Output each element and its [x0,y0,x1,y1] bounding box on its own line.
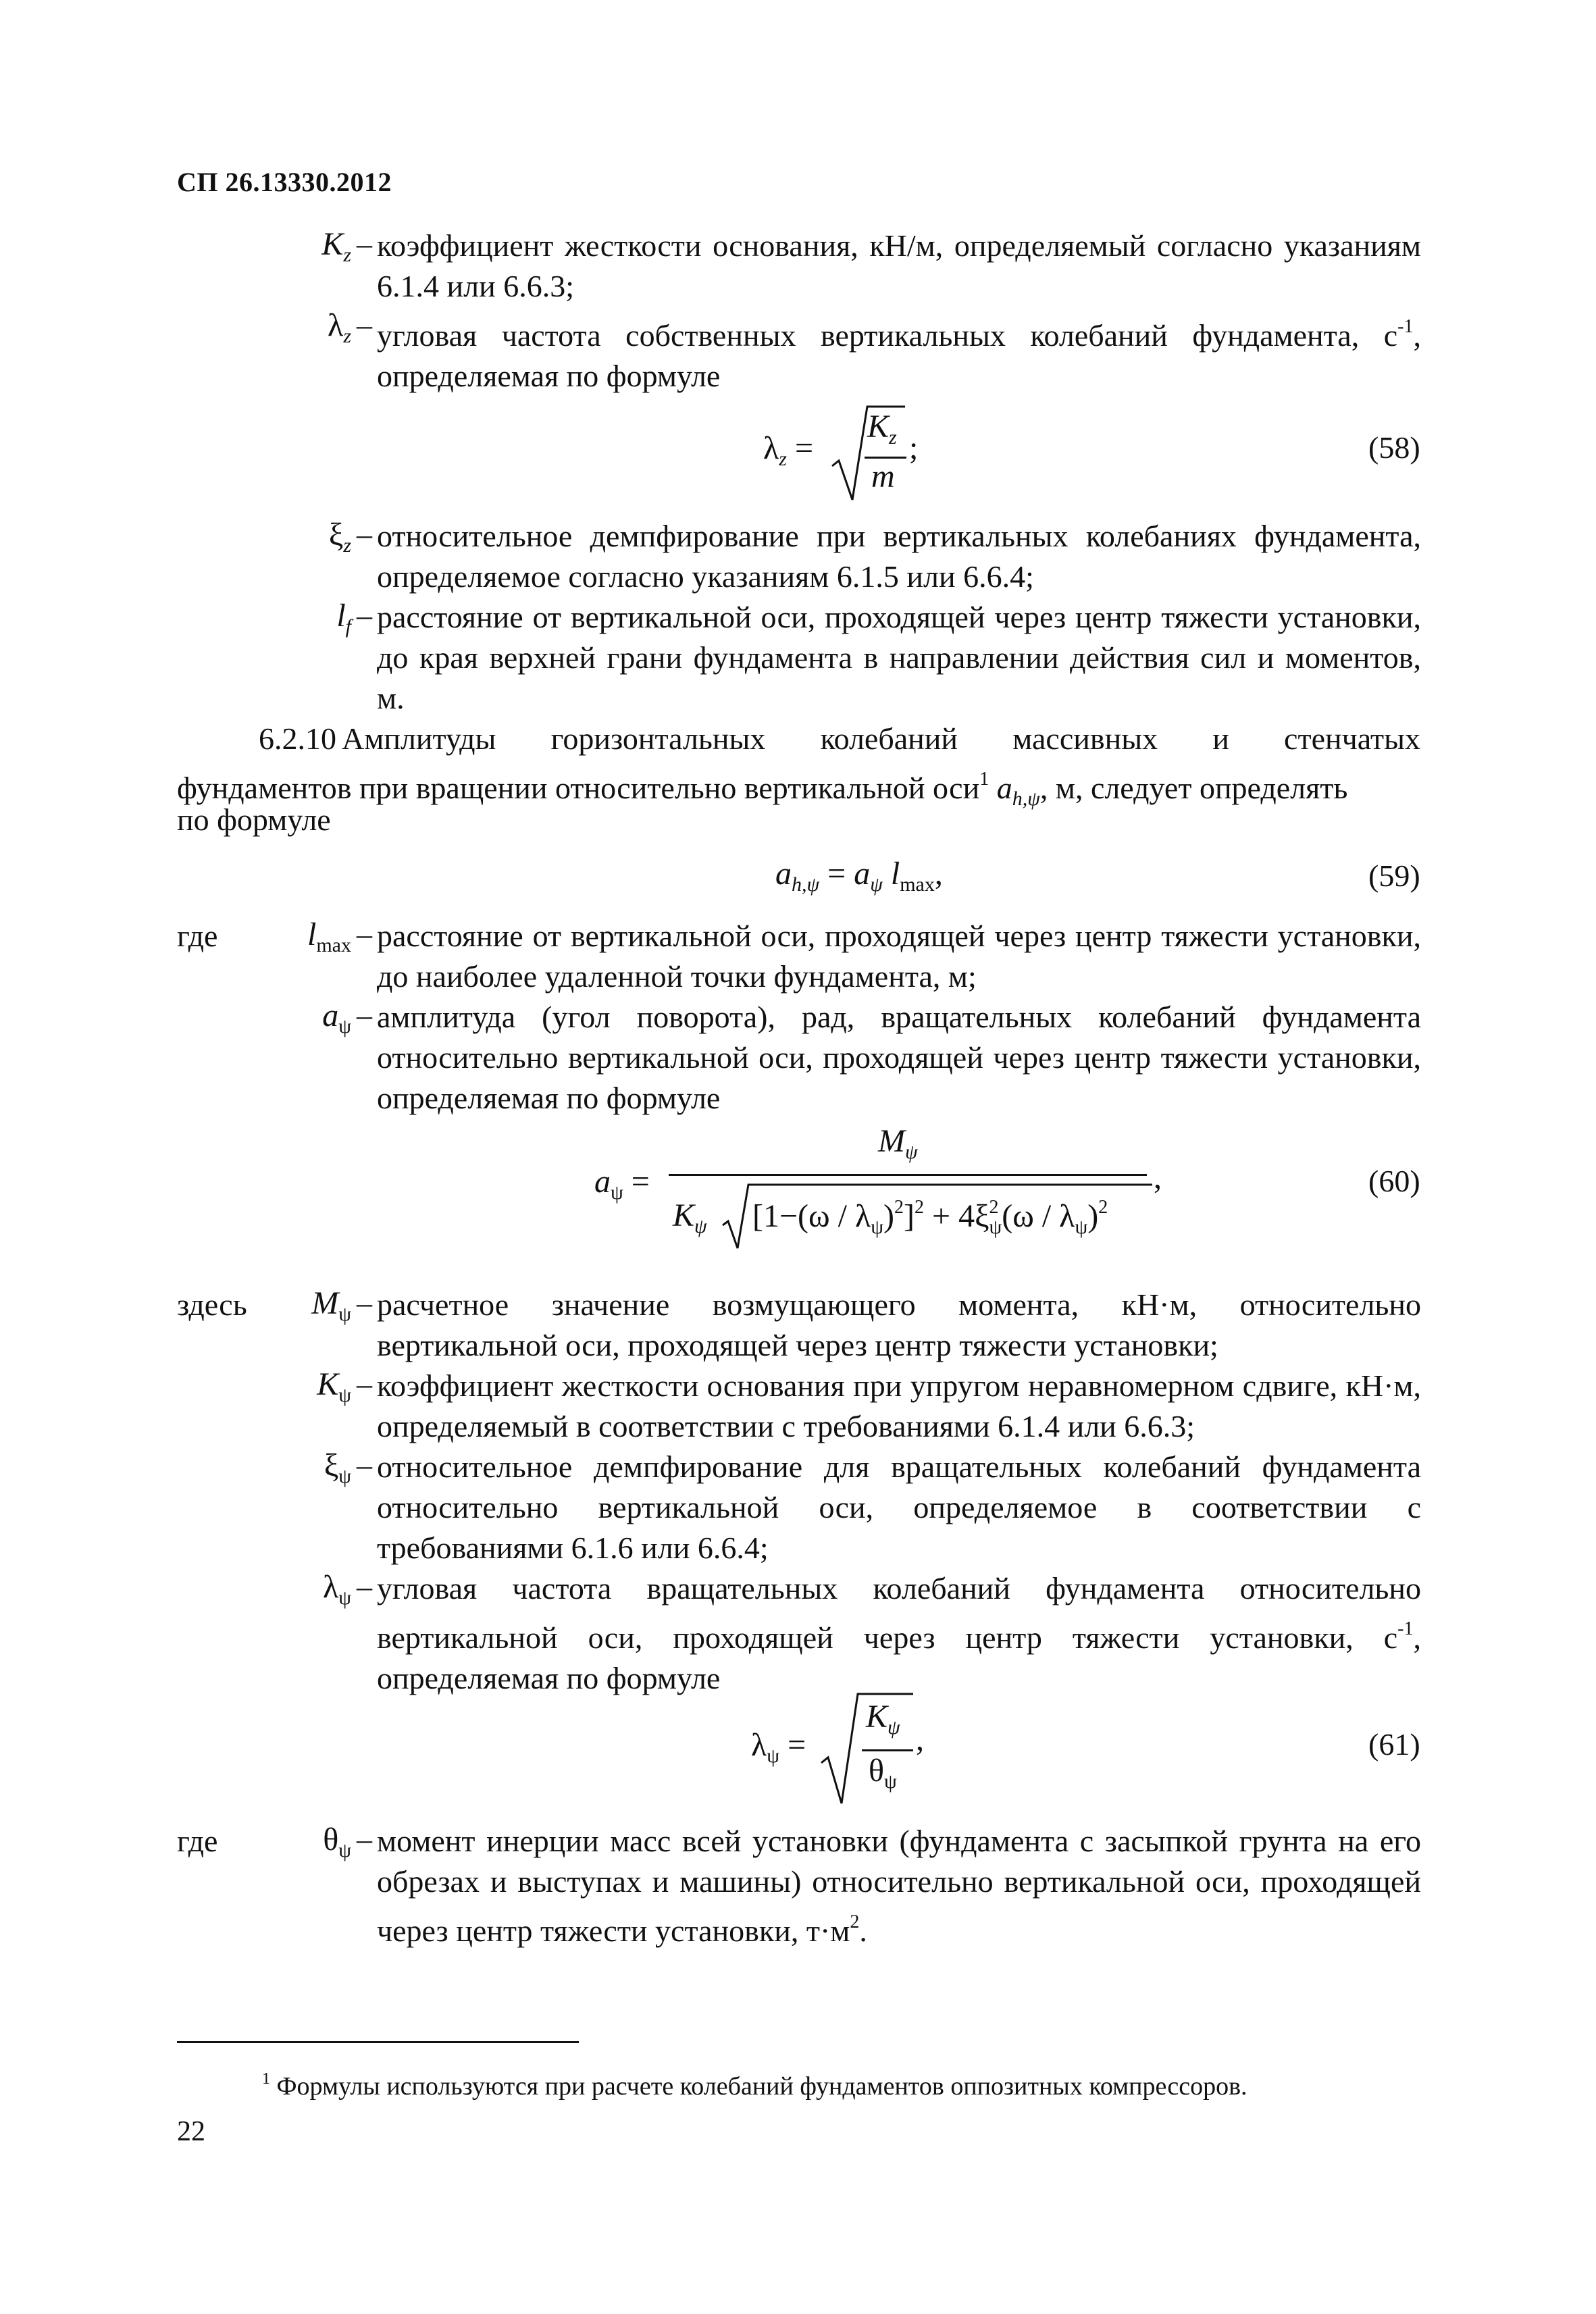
definition-dash: – [357,998,372,1032]
symbol-xi-psi: $\xi_\psi$ [324,1447,351,1487]
definition-m-psi: расчетное значение возмущающего момента, кН·м, относительно вертикальной оси, проходящей через центр тяжести установки; [377,1287,1421,1362]
formula-58-denominator: m [871,459,895,494]
definition-a-psi: амплитуда (угол поворота), рад, вращательных колебаний фундамента относительно вертикальной оси, проходящей через центр тяжести установки, определяемая по формуле [377,1000,1421,1115]
definition-dash: – [357,598,372,632]
formula-60-number: (60) [1368,1164,1420,1198]
definition-k-psi: коэффициент жесткости основания при упругом неравномерном сдвиге, кН·м, определяемый в соответствии с требованиями 6.1.4 или 6.6.3; [377,1368,1421,1443]
definition-dash: – [357,1822,372,1856]
paragraph-6-2-10-line2: фундаментов при вращении относительно вертикальной оси$^1$ $a_{h,\psi}$, м, следует определять [177,769,1348,810]
definition-dash: – [357,917,372,951]
formula-58-numerator: $K_z$ [867,409,897,448]
footnote: $^1$ Формулы используются при расчете колебаний фундаментов оппозитных компрессоров. [262,2070,1247,2101]
definition-xi-z: относительное демпфирование при вертикальных колебаниях фундамента, определяемое согласно указаниям 6.1.5 или 6.6.4; [377,519,1421,594]
formula-61-tail: , [916,1722,924,1757]
formula-60-numerator: $M_\psi$ [878,1123,918,1163]
formula-60-lhs: $a_\psi$ = [594,1164,650,1204]
definition-k-z: коэффициент жесткости основания, кН/м, определяемый согласно указаниям 6.1.4 или 6.6.3; [377,228,1421,303]
paragraph-number: 6.2.10 [259,721,336,756]
definition-l-f: расстояние от вертикальной оси, проходящей через центр тяжести установки, до края верхней грани фундамента в направлении действия сил и моментов, м. [377,600,1421,715]
definition-dash: – [357,1366,372,1401]
definition-dash: – [357,226,372,261]
symbol-theta-psi: $\theta_\psi$ [323,1822,351,1861]
definition-dash: – [357,517,372,551]
footnote-ref: 1 [979,769,989,790]
symbol-k-z: $K_z$ [321,226,351,266]
symbol-k-psi: $K_\psi$ [317,1366,351,1406]
paragraph-6-2-10-line1: 6.2.10 Амплитуды горизонтальных колебаний массивных и стенчатых [259,719,1420,759]
formula-60-den-k: $K_\psi$ [673,1198,707,1237]
symbol-m-psi: $M_\psi$ [311,1285,351,1325]
formula-61-lhs: $\lambda_\psi$ = [751,1727,806,1767]
symbol-a-psi: $a_\psi$ [322,998,351,1037]
paragraph-6-2-10-line3: по формуле [177,802,331,837]
formula-60-tail: , [1154,1160,1162,1195]
formula-58-lhs: $\lambda_z$ = [763,430,814,470]
here-label: здесь [177,1287,247,1322]
formula-58-number: (58) [1368,430,1420,465]
formula-61-number: (61) [1368,1727,1420,1762]
definition-lambda-psi: угловая частота вращательных колебаний фундамента относительно вертикальной оси, проходящей через центр тяжести установки, $с^{-1}$, определяемая по формуле [377,1571,1421,1695]
formula-58-tail: ; [909,430,919,466]
definition-xi-psi: относительное демпфирование для вращательных колебаний фундамента относительно вертикальной оси, определяемое в соответствии с требованиями 6.1.6 или 6.6.4; [377,1449,1421,1565]
formula-59-number: (59) [1368,858,1420,893]
definition-l-max: расстояние от вертикальной оси, проходящей через центр тяжести установки, до наиболее удаленной точки фундамента, м; [377,919,1421,994]
formula-61-numerator: $K_\psi$ [866,1699,900,1739]
definition-dash: – [357,307,372,342]
definition-dash: – [357,1569,372,1603]
definition-lambda-z: угловая частота собственных вертикальных колебаний фундамента, $с^{-1}$, определяемая по формуле [377,316,1421,393]
definition-theta-psi: момент инерции масс всей установки (фундамента с засыпкой грунта на его обрезах и выступах и машины) относительно вертикальной оси, проходящей через центр тяжести установки, $т\cdot м^2$. [377,1824,1421,1948]
formula-59: $a_{h,\psi} = a_\psi$ $l_{max}$, [775,856,943,896]
definition-dash: – [357,1447,372,1482]
footnote-separator [177,2041,579,2043]
fraction-bar [669,1174,1147,1176]
symbol-lambda-psi: $\lambda_\psi$ [322,1569,351,1609]
page-number: 22 [177,2116,205,2147]
where-label: где [177,919,218,953]
symbol-l-f: $l_f$ [336,598,351,638]
symbol-l-max: $l_{max}$ [307,917,351,956]
formula-60-denominator: $[1-(\omega / \lambda_\psi)^2]^2 + 4\xi^2_\psi(\omega / \lambda_\psi)^2$ [752,1197,1108,1238]
fraction-bar [862,1749,913,1751]
symbol-xi-z: $\xi_z$ [328,517,351,557]
document-header: СП 26.13330.2012 [177,167,392,197]
where-label: где [177,1824,218,1858]
symbol-lambda-z: $\lambda_z$ [328,307,351,347]
formula-61-denominator: $\theta_\psi$ [869,1753,897,1793]
definition-dash: – [357,1285,372,1320]
